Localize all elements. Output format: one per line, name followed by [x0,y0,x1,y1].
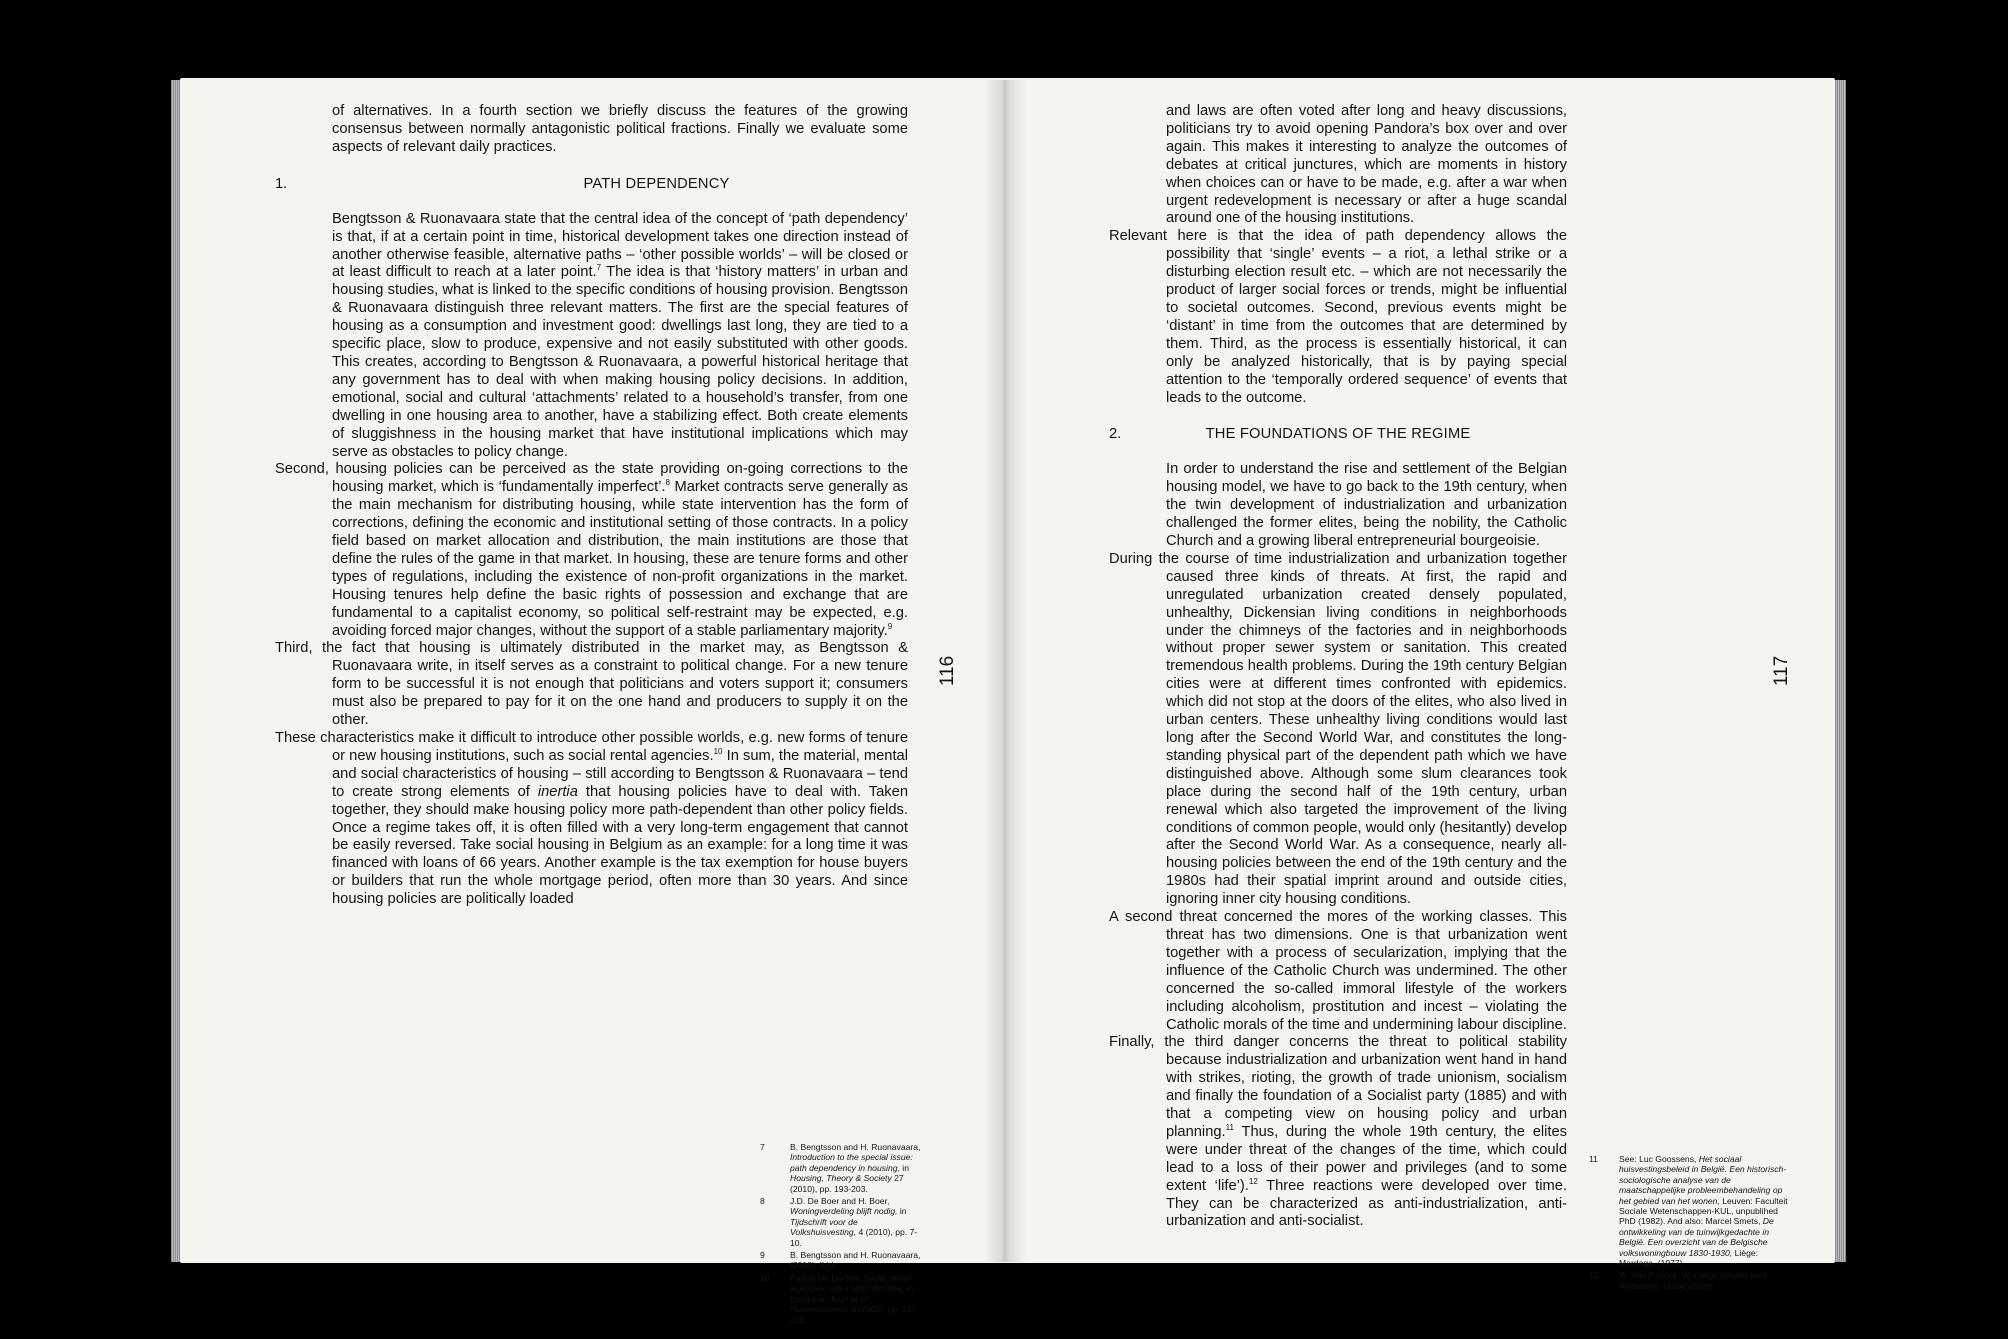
footnotes-right [1589,1154,1789,1293]
section-heading-1 [275,175,908,193]
paragraph: These characteristics make it difficult to introduce other possible worlds, e.g. new forms of tenure or new housing institutions, such as social rental agencies.$^{10}$ In sum, the material, mental and social characteristics of housing – still according to Bengtsson & Ruonavaara – tend to create strong elements of inertia that housing policies have to deal with. Taken together, they should make housing policy more path-dependent than other policy fields. Once a regime takes off, it is often filled with a very long-term engagement that cannot be easily reversed. Take social housing in Belgium as an example: for a long time it was financed with loans of 66 years. Another example is the tax exemption for house buyers or builders that run the whole mortgage period, often more than 30 years. And since housing policies are politically loaded [275,730,908,908]
paragraph: and laws are often voted after long and heavy discussions, politicians try to avoid opening Pandora’s box over and over again. This makes it interesting to analyze the outcomes of debates at critical junctures, which are moments in history when choices can or have to be made, e.g. after a war when urgent redevelopment is necessary or after a huge scandal around one of the housing institutions. [1166,103,1567,227]
footnotes-left [760,1142,925,1327]
left-text-column [275,103,908,909]
section-number: 2. [1109,426,1122,443]
paragraph: Relevant here is that the idea of path dependency allows the possibility that ‘single’ events – a riot, a lethal strike or a disturbing election result etc. – which are not necessarily the product of larger social forces or trends, might be influential to societal outcomes. Second, previous events might be ‘distant’ in time from the outcomes that are determined by them. Third, as the process is essentially historical, it can only be analyzed historically, that is by paying special attention to the ‘temporally ordered sequence’ of events that leads to the outcome. [1109,228,1567,406]
intro-paragraph: of alternatives. In a fourth section we briefly discuss the features of the growing consensus between normally antagonistic political fractions. Finally we evaluate some aspects of relevant daily practices. [332,103,908,155]
page-edge-right [1834,80,1846,1262]
right-page [1005,78,1835,1291]
section-title: THE FOUNDATIONS OF THE REGIME [1205,426,1471,443]
paragraph: Third, the fact that housing is ultimately distributed in the market may, as Bengtsson & Ruonavaara write, in itself serves as a constraint to political change. For a new tenure form to be successful it is not enough that politicians and voters support it; consumers must also be prepared to pay for it on the one hand and producers to supply it on the other. [275,640,908,729]
paragraph: Bengtsson & Ruonavaara state that the central idea of the concept of ‘path dependency’ is that, if at a certain point in time, historical development takes one direction instead of another otherwise feasible, alternative paths – ‘other possible worlds’ – will be closed or at least difficult to reach at a later point.$^7$ The idea is that ‘history matters’ in urban and housing studies, what is linked to the specific conditions of housing provision. Bengtsson & Ruonavaara distinguish three relevant matters. The first are the special features of housing as a consumption and investment good: dwellings last long, they are tied to a specific place, slow to produce, expensive and not easily substituted with other goods. This creates, according to Bengtsson & Ruonavaara, a powerful historical heritage that any government has to deal with when making housing policy decisions. In addition, emotional, social and cultural ‘attachments’ related to a household’s transfer, from one dwelling in one housing area to another, have a stabilizing effect. Both create elements of sluggishness in the housing market that have institutional implications which may serve as obstacles to policy change. [332,210,908,460]
footnote-9: 9 B. Bengtsson and H. Ruonavaara, (2010), Ibid. [760,1250,921,1271]
footnote-ref: 8 [665,478,670,488]
footnote-ref: 7 [596,263,602,273]
section-title: PATH DEPENDENCY [583,175,730,192]
page-number-117: 117 [1771,655,1792,687]
footnote-7: 7 B. Bengtsson and H. Ruonavaara, Introduction to the special issue: path dependency in housing, in Housing, Theory & Society 27 (2010), pp. 193-203. [760,1142,921,1194]
section-heading-2 [1109,425,1567,443]
footnote-ref: 10 [713,747,723,757]
footnote-ref: 12 [1248,1176,1258,1186]
paragraph: Second, housing policies can be perceived as the state providing on-going corrections to the housing market, which is ‘fundamentally imperfect’.$^8$ Market contracts serve generally as the main mechanism for distributing housing, while state intervention has the form of corrections, defining the economic and institutional setting of those contracts. In a policy field based on market allocation and distribution, the main institutions are those that define the rules of the game in that market. In housing, these are tenure forms and other types of regulations, including the existence of non-profit organizations in the market. Housing tenures help define the basic rights of possession and exchange that are fundamental to a capitalist economy, so political self-restraint may be expected, e.g. avoiding forced major changes, without the support of a stable parliamentary majority.$^9$ [275,461,908,639]
paragraph: A second threat concerned the mores of the working classes. This threat has two dimensions. One is that urbanization went together with a process of secularization, implying that the influence of the Catholic Church was undermined. The other concerned the so-called immoral lifestyle of the workers including alcoholism, prostitution and incest – violating the Catholic morals of the time and undermining labour discipline. [1109,909,1567,1033]
page-number-116: 116 [937,655,958,687]
footnote-11: 11 See: Luc Goossens, Het sociaal huisvestingsbeleid in België. Een historisch-sociologische analyse van de maatschappelijke probleembehandeling op het gebied van het wonen, Leuven: Faculteit Sociale Wetenschappen-KUL, unpublihed PhD (1982). And also: Marcel Smets, De ontwikkeling van de tuinwijkgedachte in België. Een overzicht van de Belgische volkswoningbouw 1830-1930, Liège: Mardaga, (1977). [1589,1154,1788,1269]
footnote-12: 12 W. Van Poucke, W, Langs bergen werk, Roeselare: Globe (2008). [1589,1270,1770,1291]
left-page [180,78,1005,1325]
footnote-ref: 9 [887,621,893,631]
footnote-10: 10 Pascal De Decker, Social rental agencies: still a splendid idea, in European Journal of Homelessness, 3 (2009), pp. 217-232. [760,1272,920,1325]
paragraph: During the course of time industrialization and urbanization together caused three kinds of threats. At first, the rapid and unregulated urbanization created densely populated, unhealthy, Dickensian living conditions in neighborhoods under the chimneys of the factories and in neighborhoods without proper sewer system or sanitation. This created tremendous health problems. During the 19th century Belgian cities were at different times confronted with epidemics. which did not stop at the doors of the elites, who also lived in urban centers. These unhealthy living conditions would last long after the Second World War, and constitutes the long-standing physical part of the dependent path which we have distinguished above. Although some slum clearances took place during the second half of the 19th century, urban renewal which also targeted the improvement of the living conditions of common people, would only (hesitantly) develop after the Second World War. As a consequence, nearly all-housing policies between the end of the 19th century and the 1980s had their spatial imprint around and outside cities, ignoring inner city housing conditions. [1109,550,1567,908]
section-number: 1. [275,175,288,192]
footnote-8: 8 J.D. De Boer and H. Boer, Woningverdeling blijft nodig, in Tijdschrift voor de Volkshuisvesting, 4 (2010), pp. 7-10. [760,1196,918,1248]
footnote-ref: 11 [1225,1123,1234,1133]
paragraph: In order to understand the rise and settlement of the Belgian housing model, we have to go back to the 19th century, when the twin development of industrialization and urbanization challenged the former elites, being the nobility, the Catholic Church and a growing liberal entrepreneurial bourgeoisie. [1166,461,1567,550]
paragraph: Finally, the third danger concerns the threat to political stability because industrialization and urbanization went hand in hand with strikes, rioting, the growth of trade unionism, socialism and finally the foundation of a Socialist party (1885) and with that a competing view on housing policy and urban planning.$^{11}$ Thus, during the whole 19th century, the elites were under threat of the changes of the time, which could lead to a loss of their power and privileges (and to some extent ‘life’).$^{12}$ Three reactions were developed over time. They can be characterized as anti-industrialization, anti-urbanization and anti-socialist. [1109,1034,1567,1230]
right-text-column [1109,103,1567,1231]
